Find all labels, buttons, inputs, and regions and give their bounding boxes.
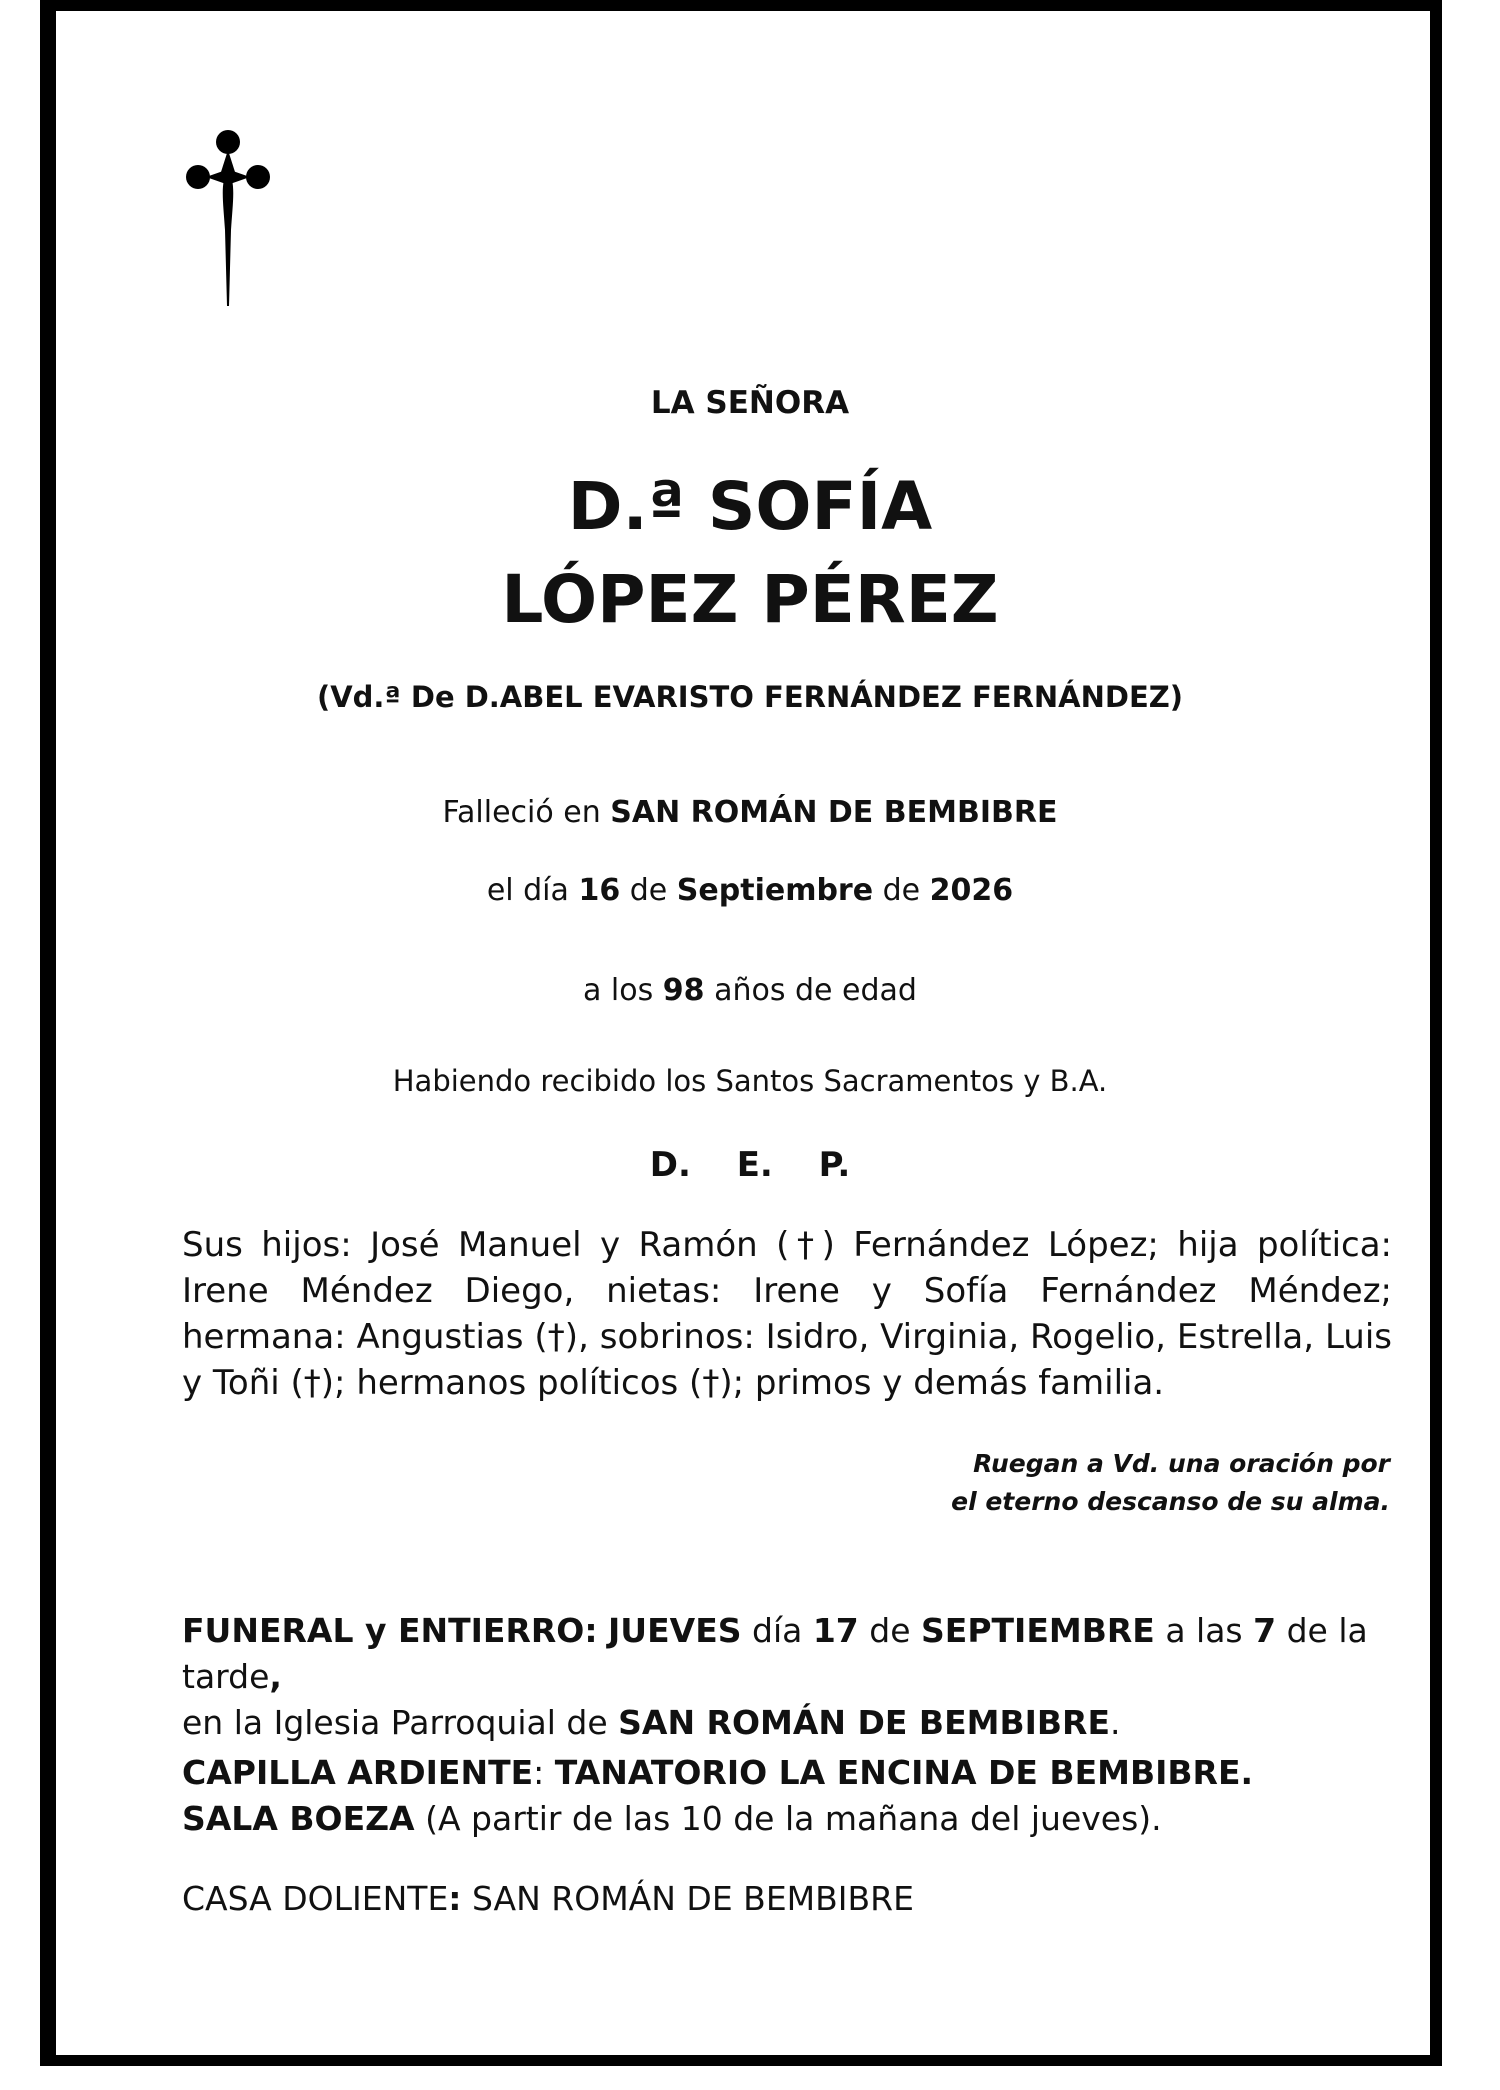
sacraments-line: Habiendo recibido los Santos Sacramentos y B.A. [392, 1064, 1108, 1098]
death-place-line: Falleció en SAN ROMÁN DE BEMBIBRE [442, 795, 1058, 830]
death-date-line: el día 16 de Septiembre de 2026 [486, 873, 1014, 908]
santiago-cross-icon [186, 130, 270, 306]
deceased-surnames: LÓPEZ PÉREZ [501, 561, 999, 638]
age-line: a los 98 años de edad [583, 973, 917, 1008]
chapel-details: CAPILLA ARDIENTE: TANATORIO LA ENCINA DE BEMBIBRE. SALA BOEZA (A partir de las 10 de la mañana del jueves). [182, 1753, 1254, 1838]
family-paragraph: Sus hijos: José Manuel y Ramón (†) Fernández López; hija política: Irene Méndez Diego, nietas: Irene y Sofía Fernández Méndez; hermana: Angustias (†), sobrinos: Isidro, Virginia, Rogelio, Estrella, Luis y Toñi (†); hermanos políticos (†); primos y demás familia. [182, 1225, 1392, 1403]
dep-abbreviation: D. E. P. [649, 1145, 851, 1185]
widow-of-line: (Vd.ª De D.ABEL EVARISTO FERNÁNDEZ FERNÁNDEZ) [316, 680, 1184, 714]
honorific-label: LA SEÑORA [650, 385, 850, 421]
mourning-house: CASA DOLIENTE: SAN ROMÁN DE BEMBIBRE [182, 1879, 914, 1918]
prayer-request: Ruegan a Vd. una oración por el eterno descanso de su alma. [951, 1449, 1390, 1516]
funeral-details: FUNERAL y ENTIERRO: JUEVES día 17 de SEPTIEMBRE a las 7 de la tarde, en la Iglesia Parroquial de SAN ROMÁN DE BEMBIBRE. [182, 1611, 1368, 1742]
deceased-first-name: D.ª SOFÍA [567, 468, 933, 545]
